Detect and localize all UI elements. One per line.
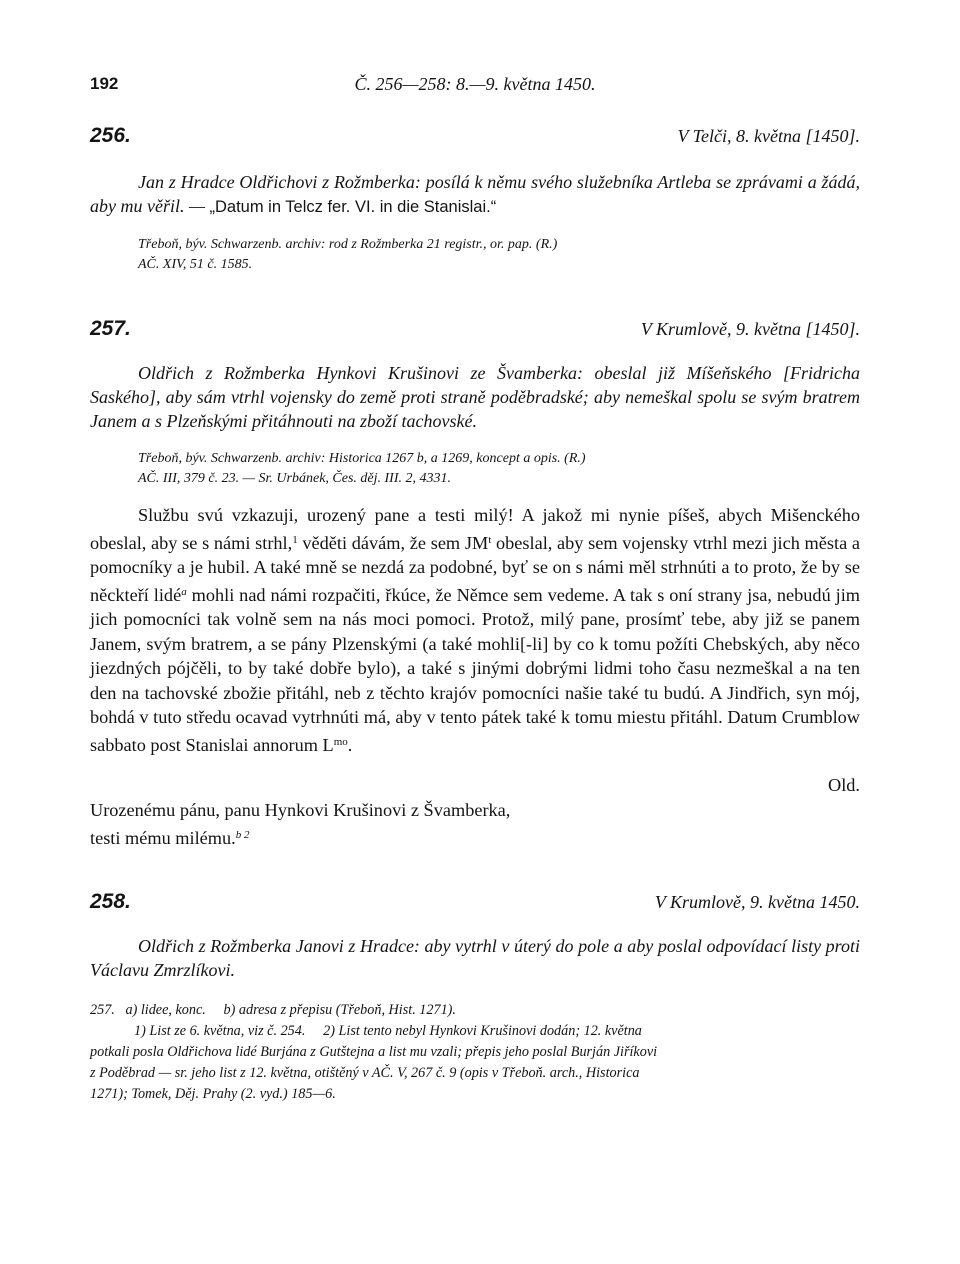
source-line: Třeboň, býv. Schwarzenb. archiv: rod z Rožmberka 21 registr., or. pap. (R.) [138, 237, 558, 252]
place-date: V Krumlově, 9. května [1450]. [640, 319, 860, 339]
footnote-line: z Poděbrad — sr. jeho list z 12. května, otištěný v AČ. V, 267 č. 9 (opis v Třeboň. arch., Historica [90, 1065, 640, 1082]
running-title: Č. 256—258: 8.—9. května 1450. [354, 74, 596, 94]
footnote-line: potkali posla Oldřichova lidé Burjána z Gutštejna a list mu vzali; přepis jeho poslal Burján Jiříkovi [90, 1044, 658, 1061]
footnotes [90, 1000, 860, 1105]
running-head [90, 74, 860, 104]
document-256 [90, 124, 860, 275]
source-line: AČ. III, 379 č. 23. — Sr. Urbánek, Čes. děj. III. 2, 4331. [138, 471, 452, 486]
body-text: mohli nad námi rozpačiti, řkúce, že Němce sem vedeme. A tak s oní strany jsa, nebudú jim jich pomocníci tak volně sem na nás moci pomoci. Protož, milý pane, prosímť tebe, aby již se panem Janem, svým bratrem, a se pány Plzenskými (a také mohli[-li] by co k tomu požíti Chebských, aby něco jiezdných pójčěli, to by také dobře bylo), a také s jinými dobrými lidmi toho času nezmeškal a na ten den na tachovské zbožie přitáhl, neb z těchto krajóv pomocníci našie také tu budú. A Jindřich, syn mój, bohdá v tuto středu ocavad vytrhnúti má, aby v tento pátek také k tomu miestu přitáhl. Datum Crumblow sabbato post Stanislai annorum L [90, 584, 861, 755]
body-text: věděti dávám, že sem JM [297, 532, 489, 553]
page-number: 192 [90, 74, 119, 93]
address-line: testi mému milému. [90, 827, 236, 848]
variant-note-ref: a [181, 585, 187, 598]
letter-body [90, 503, 860, 757]
place-date: V Krumlově, 9. května 1450. [654, 892, 860, 913]
footnote-line: 1) List ze 6. května, viz č. 254. 2) List tento nebyl Hynkovi Krušinovi dodán; 12. května [134, 1023, 642, 1040]
regest-quote: „Datum in Telcz fer. VI. in die Stanislai.“ [209, 198, 497, 216]
footnote-ref: 1 [292, 533, 298, 546]
source-line: AČ. XIV, 51 č. 1585. [138, 257, 253, 272]
document-header [90, 890, 860, 914]
regest: Oldřich z Rožmberka Janovi z Hradce: aby vytrhl v úterý do pole a aby poslal odpovídací listy proti Václavu Zmrzlíkovi. [90, 936, 860, 981]
place-date: V Telči, 8. května [1450]. [677, 126, 860, 146]
regest: Oldřich z Rožmberka Hynkovi Krušinovi ze Švamberka: obeslal již Míšeňského [Fridricha Saského], aby sám vtrhl vojensky do země proti straně poděbradské; aby nemeškal spolu se svým bratrem Janem a s Plzeňskými přitáhnouti na zboží tachovské. [90, 363, 860, 431]
address-line: Urozenému pánu, panu Hynkovi Krušinovi z Švamberka, [90, 800, 511, 821]
regest-text: Jan z Hradce Oldřichovi z Rožmberka: posílá k němu svého služebníka Artleba se zprávami a žádá, aby mu věřil. — [90, 172, 860, 216]
body-text: obeslal, aby sem vojensky vtrhl mezi jich města a pomocníky a je hubil. A také mně se nezdá za podobné, byť se on s námi měl strhnúti a to proto, že by se něckteří lidé [90, 532, 861, 605]
document-257 [90, 317, 860, 850]
document-header [90, 124, 860, 148]
superscript: t [488, 533, 492, 546]
body-text: . [347, 734, 353, 755]
superscript: mo [333, 735, 348, 748]
address-note-ref: b 2 [235, 828, 250, 841]
document-number: 257. [90, 317, 131, 340]
footnote-line: 1271); Tomek, Děj. Prahy (2. vyd.) 185—6. [90, 1086, 336, 1103]
document-number: 258. [90, 890, 131, 914]
source-note [90, 235, 860, 275]
signature: Old. [828, 775, 860, 796]
regest [90, 170, 860, 219]
address-line-wrap [90, 823, 860, 851]
page [90, 74, 860, 1105]
document-header [90, 317, 860, 341]
document-258 [90, 890, 860, 982]
source-note [90, 449, 860, 489]
footnote-line: 257. a) lidee, konc. b) adresa z přepisu (Třeboň, Hist. 1271). [90, 1002, 456, 1019]
document-number: 256. [90, 124, 131, 147]
body-text: Službu svú vzkazuji, urozený pane a testi milý! A jakož mi nynie píšeš, abych Mišenckého obeslal, aby se s námi strhl, [90, 505, 860, 553]
source-line: Třeboň, býv. Schwarzenb. archiv: Historica 1267 b, a 1269, koncept a opis. (R.) [138, 451, 586, 466]
address [90, 798, 860, 850]
